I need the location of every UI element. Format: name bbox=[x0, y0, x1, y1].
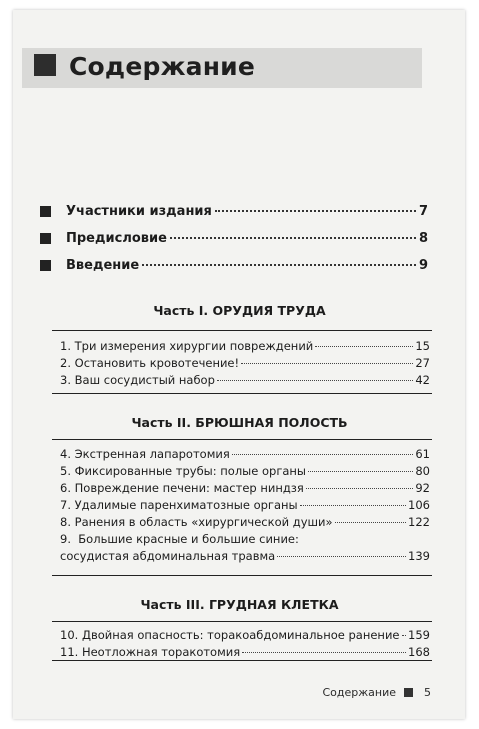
chapter-number: 3. bbox=[60, 373, 71, 387]
footer-square-icon bbox=[404, 688, 413, 697]
chapter-number: 2. bbox=[60, 356, 71, 370]
chapter-label: Ваш сосудистый набор bbox=[74, 373, 215, 387]
toc-chapter-entry[interactable] bbox=[60, 645, 430, 659]
footer-section-name: Содержание bbox=[322, 686, 396, 699]
toc-main-page: 7 bbox=[418, 204, 428, 219]
toc-chapter-entry[interactable] bbox=[60, 498, 430, 512]
leader-dots bbox=[242, 652, 406, 653]
chapter-page: 106 bbox=[408, 498, 430, 512]
chapter-number: 9. bbox=[60, 532, 71, 546]
chapter-label: Три измерения хирургии повреждений bbox=[74, 339, 314, 353]
chapter-label: Ранения в область «хирургической души» bbox=[74, 515, 333, 529]
chapter-page: 159 bbox=[408, 628, 430, 642]
toc-main-page: 9 bbox=[418, 258, 428, 273]
part-title: Часть III. ГРУДНАЯ КЛЕТКА bbox=[140, 597, 339, 612]
part-title: Часть I. ОРУДИЯ ТРУДА bbox=[153, 303, 326, 318]
leader-dots bbox=[315, 346, 413, 347]
chapter-page: 27 bbox=[415, 356, 430, 370]
leader-dots bbox=[142, 264, 416, 266]
chapter-number: 11. bbox=[60, 645, 79, 659]
chapter-label: Фиксированные трубы: полые органы bbox=[74, 464, 307, 478]
chapter-page: 92 bbox=[415, 481, 430, 495]
toc-chapter-entry[interactable] bbox=[60, 481, 430, 495]
chapter-label: Удалимые паренхиматозные органы bbox=[74, 498, 298, 512]
leader-dots bbox=[170, 237, 416, 239]
footer-page-number: 5 bbox=[424, 686, 431, 699]
toc-chapter-entry[interactable] bbox=[60, 447, 430, 461]
bullet-square-icon bbox=[40, 233, 51, 244]
chapter-label: Неотложная торакотомия bbox=[81, 645, 241, 659]
chapter-label: Экстренная лапаротомия bbox=[74, 447, 230, 461]
toc-main-entry[interactable] bbox=[66, 204, 428, 219]
footer-label bbox=[0, 686, 396, 699]
chapter-page: 80 bbox=[415, 464, 430, 478]
header-square-icon bbox=[34, 54, 56, 76]
page-title: Содержание bbox=[69, 52, 256, 81]
toc-chapter-entry[interactable] bbox=[60, 356, 430, 370]
chapter-number: 4. bbox=[60, 447, 71, 461]
toc-chapter-entry[interactable] bbox=[60, 464, 430, 478]
toc-chapter-entry[interactable] bbox=[60, 339, 430, 353]
toc-chapter-entry-line1[interactable] bbox=[60, 532, 299, 546]
part-title: Часть II. БРЮШНАЯ ПОЛОСТЬ bbox=[131, 415, 348, 430]
leader-dots bbox=[402, 635, 407, 636]
toc-main-label: Предисловие bbox=[66, 231, 167, 246]
leader-dots bbox=[335, 522, 407, 523]
chapter-label: Двойная опасность: торакоабдоминальное ранение bbox=[81, 628, 400, 642]
toc-main-label: Введение bbox=[66, 258, 140, 273]
chapter-label-continued: сосудистая абдоминальная травма bbox=[60, 549, 276, 563]
leader-dots bbox=[306, 488, 414, 489]
leader-dots bbox=[232, 454, 414, 455]
chapter-number: 1. bbox=[60, 339, 71, 353]
chapter-page: 139 bbox=[408, 549, 430, 563]
chapter-page: 42 bbox=[415, 373, 430, 387]
chapter-number: 7. bbox=[60, 498, 71, 512]
toc-main-page: 8 bbox=[418, 231, 428, 246]
leader-dots bbox=[277, 556, 406, 557]
chapter-label: Повреждение печени: мастер ниндзя bbox=[74, 481, 304, 495]
leader-dots bbox=[215, 210, 416, 212]
chapter-label: Большие красные и большие синие: bbox=[78, 532, 299, 546]
chapter-page: 168 bbox=[408, 645, 430, 659]
toc-main-entry[interactable] bbox=[66, 258, 428, 273]
chapter-page: 122 bbox=[408, 515, 430, 529]
bullet-square-icon bbox=[40, 260, 51, 271]
leader-dots bbox=[300, 505, 406, 506]
toc-chapter-entry[interactable] bbox=[60, 373, 430, 387]
chapter-number: 6. bbox=[60, 481, 71, 495]
toc-main-label: Участники издания bbox=[66, 204, 212, 219]
chapter-number: 8. bbox=[60, 515, 71, 529]
leader-dots bbox=[217, 380, 413, 381]
bullet-square-icon bbox=[40, 206, 51, 217]
toc-chapter-entry[interactable] bbox=[60, 549, 430, 563]
leader-dots bbox=[308, 471, 413, 472]
toc-chapter-entry[interactable] bbox=[60, 515, 430, 529]
chapter-page: 61 bbox=[415, 447, 430, 461]
toc-chapter-entry[interactable] bbox=[60, 628, 430, 642]
chapter-page: 15 bbox=[415, 339, 430, 353]
chapter-number: 10. bbox=[60, 628, 79, 642]
chapter-number: 5. bbox=[60, 464, 71, 478]
leader-dots bbox=[241, 363, 413, 364]
chapter-label: Остановить кровотечение! bbox=[74, 356, 240, 370]
toc-main-entry[interactable] bbox=[66, 231, 428, 246]
